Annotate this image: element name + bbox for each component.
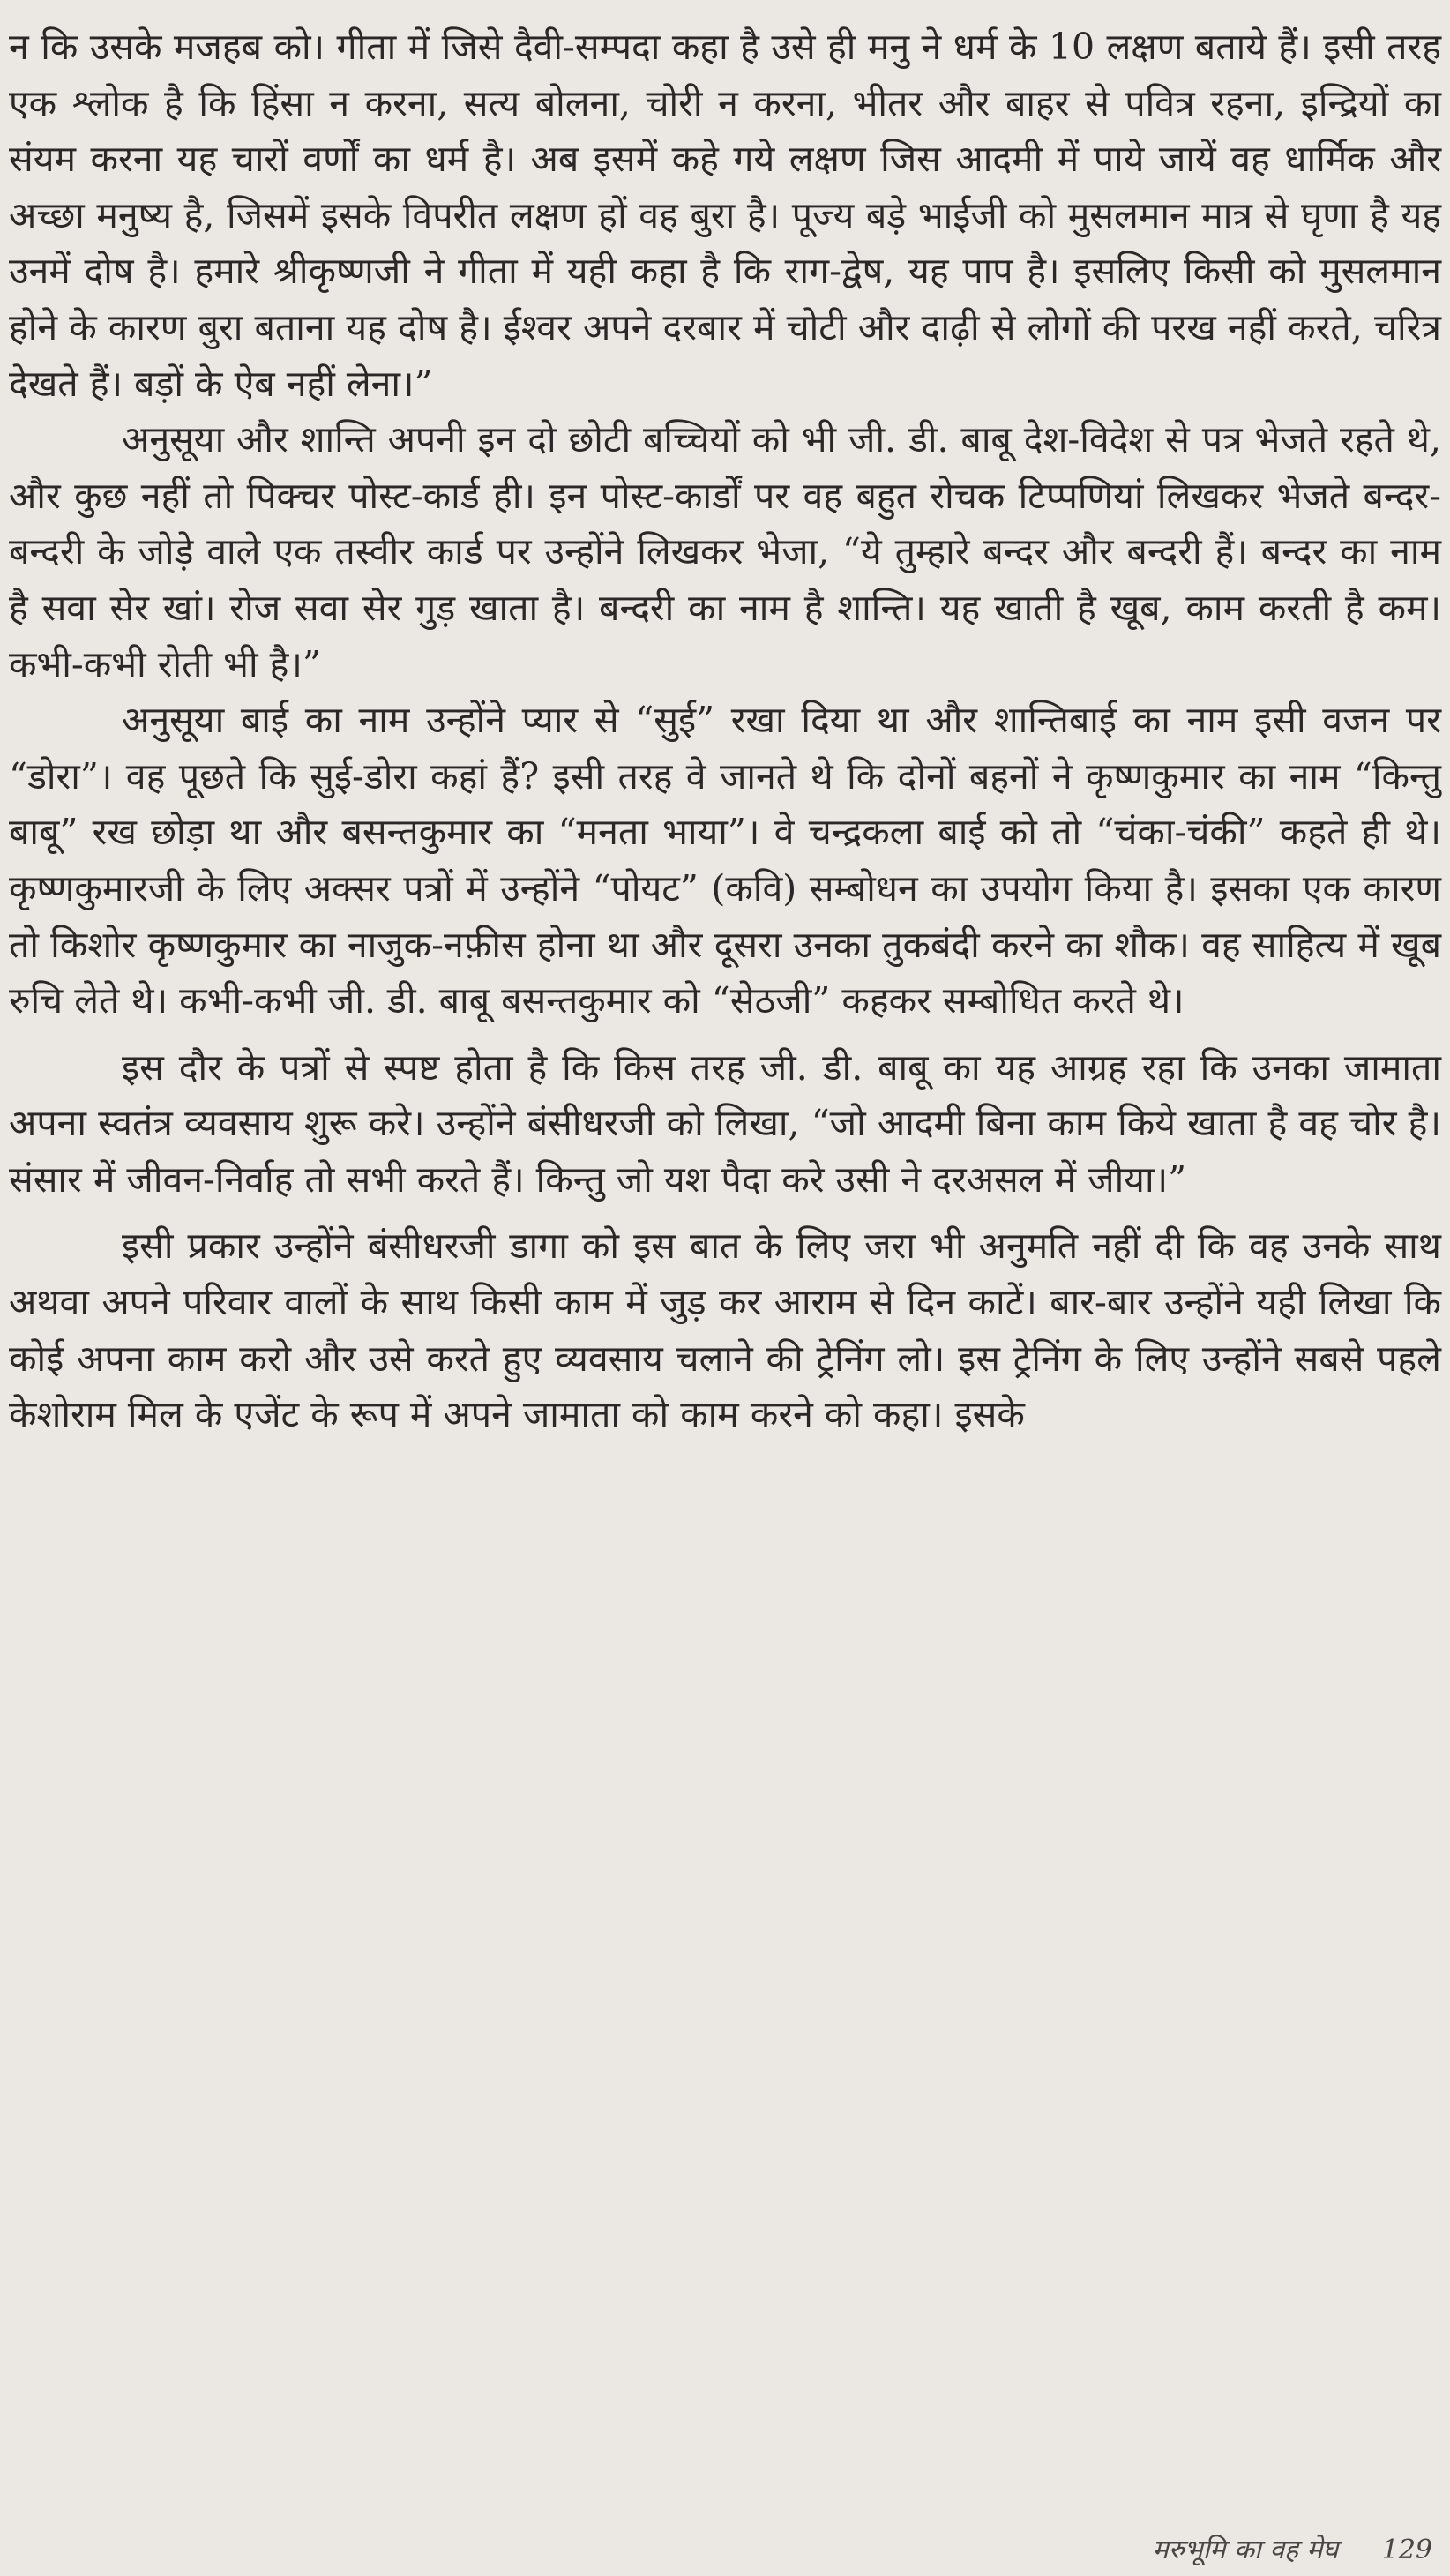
paragraph: इसी प्रकार उन्होंने बंसीधरजी डागा को इस बात के लिए जरा भी अनुमति नहीं दी कि वह उनके साथ अथवा अपने परिवार वालों के साथ किसी काम में जुड़ कर आराम से दिन काटें। बार-बार उन्होंने यही लिखा कि कोई अपना काम करो और उसे करते हुए व्यवसाय चलाने की ट्रेनिंग लो। इस ट्रेनिंग के लिए उन्होंने सबसे पहले केशोराम मिल के एजेंट के रूप में अपने जामाता को काम करने को कहा। इसके <box>9 1224 1441 1436</box>
page-number: 129 <box>1381 2535 1432 2565</box>
paragraph: न कि उसके मजहब को। गीता में जिसे दैवी-सम्पदा कहा है उसे ही मनु ने धर्म के 10 लक्षण बताये हैं। इसी तरह एक श्लोक है कि हिंसा न करना, सत्य बोलना, चोरी न करना, भीतर और बाहर से पवित्र रहना, इन्द्रियों का संयम करना यह चारों वर्णों का धर्म है। अब इसमें कहे गये लक्षण जिस आदमी में पाये जायें वह धार्मिक और अच्छा मनुष्य है, जिसमें इसके विपरीत लक्षण हों वह बुरा है। पूज्य बड़े भाईजी को मुसलमान मात्र से घृणा है यह उनमें दोष है। हमारे श्रीकृष्णजी ने गीता में यही कहा है कि राग-द्वेष, यह पाप है। इसलिए किसी को मुसलमान होने के कारण बुरा बताना यह दोष है। ईश्वर अपने दरबार में चोटी और दाढ़ी से लोगों की परख नहीं करते, चरित्र देखते हैं। बड़ों के ऐब नहीं लेना।” <box>9 26 1441 405</box>
paragraph: इस दौर के पत्रों से स्पष्ट होता है कि किस तरह जी. डी. बाबू का यह आग्रह रहा कि उनका जामाता अपना स्वतंत्र व्यवसाय शुरू करे। उन्होंने बंसीधरजी को लिखा, “जो आदमी बिना काम किये खाता है वह चोर है। संसार में जीवन-निर्वाह तो सभी करते हैं। किन्तु जो यश पैदा करे उसी ने दरअसल में जीया।” <box>9 1045 1441 1201</box>
paragraph: अनुसूया और शान्ति अपनी इन दो छोटी बच्चियों को भी जी. डी. बाबू देश-विदेश से पत्र भेजते रहते थे, और कुछ नहीं तो पिक्चर पोस्ट-कार्ड ही। इन पोस्ट-कार्डों पर वह बहुत रोचक टिप्पणियां लिखकर भेजते बन्दर-बन्दरी के जोड़े वाले एक तस्वीर कार्ड पर उन्होंने लिखकर भेजा, “ये तुम्हारे बन्दर और बन्दरी हैं। बन्दर का नाम है सवा सेर खां। रोज सवा सेर गुड़ खाता है। बन्दरी का नाम है शान्ति। यह खाती है खूब, काम करती है कम। कभी-कभी रोती भी है।” <box>9 418 1441 685</box>
body-text <box>9 19 1441 1443</box>
paragraph: अनुसूया बाई का नाम उन्होंने प्यार से “सुई” रखा दिया था और शान्तिबाई का नाम इसी वजन पर “डोरा”। वह पूछते कि सुई-डोरा कहां हैं? इसी तरह वे जानते थे कि दोनों बहनों ने कृष्णकुमार का नाम “किन्तु बाबू” रख छोड़ा था और बसन्तकुमार का “मनता भाया”। वे चन्द्रकला बाई को तो “चंका-चंकी” कहते ही थे। कृष्णकुमारजी के लिए अक्सर पत्रों में उन्होंने “पोयट” (कवि) सम्बोधन का उपयोग किया है। इसका एक कारण तो किशोर कृष्णकुमार का नाजुक-नफ़ीस होना था और दूसरा उनका तुकबंदी करने का शौक। वह साहित्य में खूब रुचि लेते थे। कभी-कभी जी. डी. बाबू बसन्तकुमार को “सेठजी” कहकर सम्बोधित करते थे। <box>9 699 1441 1022</box>
running-title: मरुभूमि का वह मेघ <box>1152 2535 1339 2565</box>
page-footer <box>1153 2530 1432 2566</box>
